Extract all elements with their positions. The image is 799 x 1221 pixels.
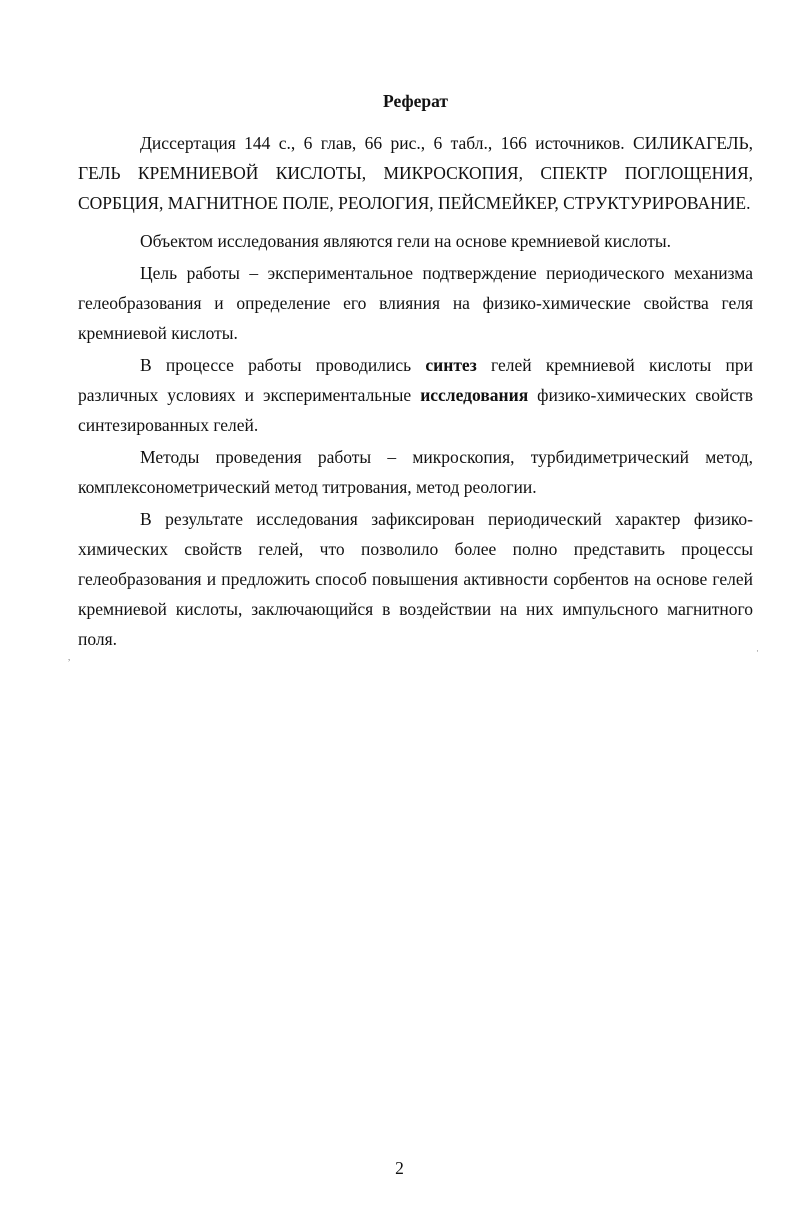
methods-paragraph: Методы проведения работы – микроскопия, турбидиметрический метод, комплексонометрический метод титрования, метод реологии. (78, 447, 753, 497)
scan-speck: · (756, 646, 759, 656)
goal-paragraph: Цель работы – экспериментальное подтверждение периодического механизма гелеобразования и определение его влияния на физико-химические свойства геля кремниевой кислоты. (78, 263, 753, 343)
process-bold-synthesis: синтез (425, 355, 477, 375)
process-paragraph (78, 350, 753, 440)
keywords-paragraph: Диссертация 144 с., 6 глав, 66 рис., 6 табл., 166 источников. СИЛИКАГЕЛЬ, ГЕЛЬ КРЕМНИЕВОЙ КИСЛОТЫ, МИКРОСКОПИЯ, СПЕКТР ПОГЛОЩЕНИЯ, СОРБЦИЯ, МАГНИТНОЕ ПОЛЕ, РЕОЛОГИЯ, ПЕЙСМЕЙКЕР, СТРУКТУРИРОВАНИЕ. (78, 133, 753, 213)
page-number: 2 (395, 1158, 404, 1178)
abstract-page (78, 86, 753, 656)
scan-speck: , (68, 652, 71, 662)
page-title: Реферат (383, 91, 448, 111)
process-text-2: гелей кремниевой кислоты при различных условиях и экспериментальные (78, 355, 754, 405)
object-paragraph: Объектом исследования являются гели на основе кремниевой кислоты. (140, 231, 671, 251)
process-text-1: В процессе работы проводились (140, 355, 426, 375)
process-text-3: физико-химических свойств синтезированных гелей. (78, 385, 753, 435)
result-paragraph: В результате исследования зафиксирован периодический характер физико-химических свойств гелей, что позволило более полно представить процессы гелеобразования и предложить способ повышения активности сорбентов на основе гелей кремниевой кислоты, заключающийся в воздействии на них импульсного магнитного поля. (78, 509, 753, 649)
process-bold-research: исследования (420, 385, 529, 405)
